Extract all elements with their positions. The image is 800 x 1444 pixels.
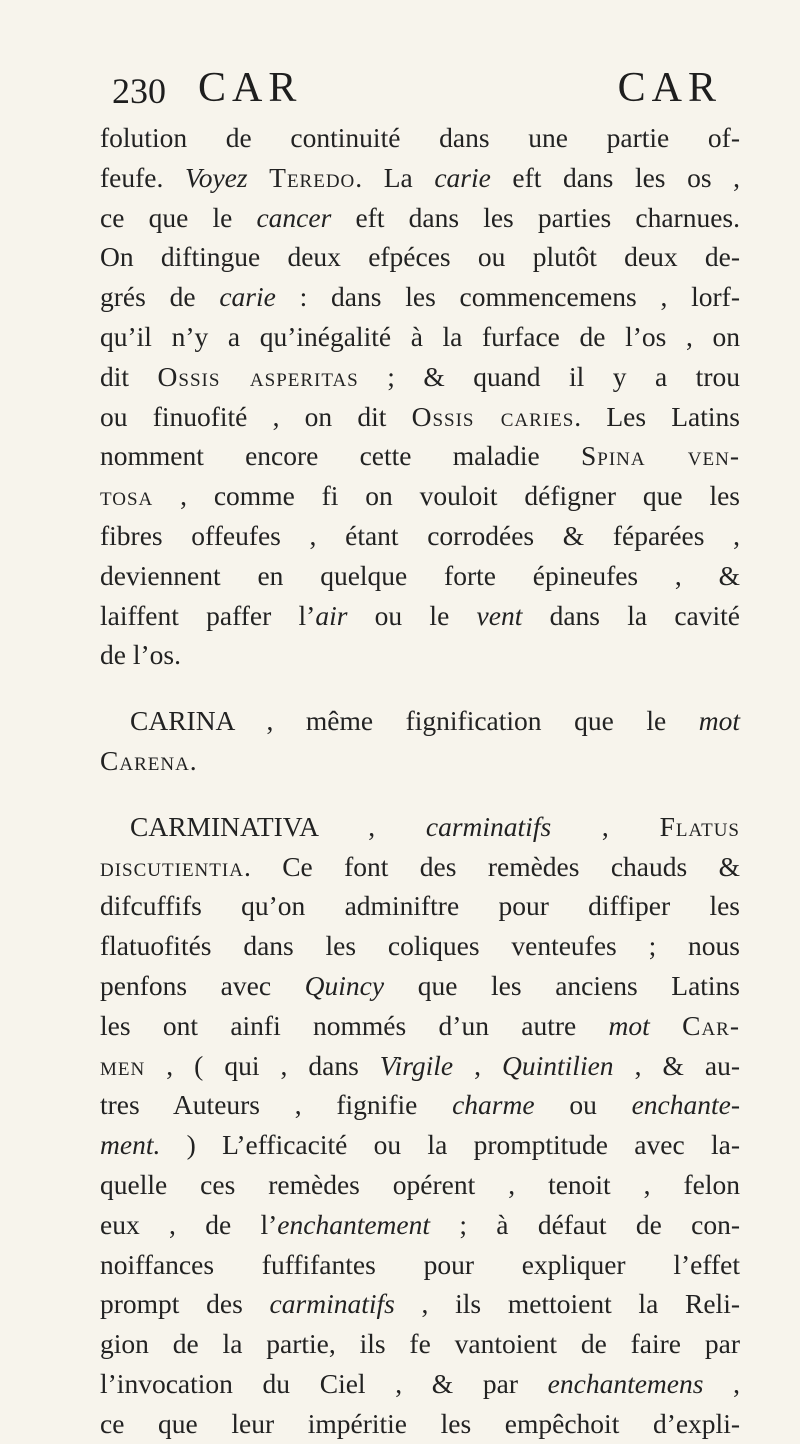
text-segment: eft dans les os , — [490, 161, 740, 193]
text-segment: deviennent en quelque forte épineufes , & — [100, 559, 740, 591]
text-segment: . Ce font des remèdes chauds & — [243, 850, 740, 882]
text-line — [130, 701, 740, 741]
text-segment: tres Auteurs , fignifie — [100, 1089, 453, 1121]
text-segment: , ils mettoient la Reli- — [394, 1288, 740, 1320]
text-line — [100, 1324, 740, 1364]
text-segment: nomment encore cette maladie — [100, 440, 581, 472]
text-segment: fibres offeufes , étant corrodées & féparées , — [100, 519, 740, 551]
text-segment: grés de — [100, 281, 220, 313]
text-segment: . Les Latins — [574, 400, 740, 432]
text-line — [100, 926, 740, 966]
running-header — [112, 62, 722, 114]
text-line — [100, 1284, 740, 1324]
text-line — [100, 847, 740, 887]
text-segment: . — [189, 744, 197, 776]
text-segment: ; à défaut de con- — [430, 1208, 740, 1240]
text-segment: eft dans les parties charnues. — [331, 201, 740, 233]
small-caps-text: Flatus — [659, 810, 740, 842]
italic-text: carie — [219, 281, 276, 313]
text-segment: ; & quand il y a trou — [358, 360, 740, 392]
text-segment: On diftingue deux efpéces ou plutôt deux de- — [100, 241, 740, 273]
italic-text: enchantemens — [547, 1367, 704, 1399]
text-segment: dit — [100, 360, 158, 392]
text-segment: CARINA , même fignification que le — [130, 705, 699, 737]
text-line — [100, 237, 740, 277]
italic-text: mot — [698, 705, 740, 737]
text-line — [100, 277, 740, 317]
text-segment: . La — [355, 161, 435, 193]
text-line — [100, 1046, 740, 1086]
text-line — [100, 556, 740, 596]
text-segment: eux , de l’ — [100, 1208, 278, 1240]
text-line — [100, 1364, 740, 1404]
italic-text: Quincy — [304, 969, 385, 1001]
small-caps-text: men — [100, 1049, 146, 1081]
italic-text: ment. — [100, 1129, 161, 1161]
text-segment: , comme fi on vouloit défigner que les — [153, 480, 740, 512]
header-right-word: CAR — [617, 65, 722, 111]
text-segment: de l’os. — [100, 639, 181, 671]
italic-text: enchantement — [277, 1208, 431, 1240]
text-segment: , — [453, 1049, 503, 1081]
text-line — [100, 1404, 740, 1444]
small-caps-text: Carena — [100, 744, 190, 776]
text-segment: , — [703, 1367, 741, 1399]
text-line — [100, 1165, 740, 1205]
text-line — [100, 1245, 740, 1285]
text-segment: prompt des — [100, 1288, 270, 1320]
text-segment — [248, 162, 270, 193]
text-segment: penfons avec — [100, 969, 305, 1001]
text-line — [100, 886, 740, 926]
text-segment: ) L’efficacité ou la promptitude avec la- — [160, 1129, 740, 1161]
text-line — [100, 436, 740, 476]
small-caps-text: Ossis caries — [411, 400, 575, 432]
small-caps-text: Ossis asperitas — [157, 360, 359, 392]
text-segment: , — [551, 810, 660, 842]
italic-text: Voyez — [184, 161, 248, 193]
text-line — [100, 1205, 740, 1245]
text-segment: ou — [534, 1089, 632, 1121]
text-segment: l’invocation du Ciel , & par — [100, 1367, 548, 1399]
text-line — [100, 596, 740, 636]
body-text — [100, 118, 740, 1444]
text-line — [100, 741, 740, 781]
italic-text: enchante- — [631, 1089, 741, 1121]
text-segment: difcuffifs qu’on adminiftre pour diffiper les — [100, 890, 740, 922]
italic-text: carminatifs — [425, 810, 552, 842]
text-segment: ce que leur impéritie les empêchoit d’expli- — [100, 1407, 740, 1439]
italic-text: Virgile — [379, 1049, 454, 1081]
text-segment: : dans les commencemens , lorf- — [275, 281, 740, 313]
small-caps-text: tosa — [100, 480, 154, 512]
text-segment: CARMINATIVA , — [130, 810, 426, 842]
text-segment: ce que le — [100, 201, 257, 233]
header-left-word: CAR — [198, 65, 303, 111]
italic-text: mot — [608, 1009, 650, 1041]
text-segment: qu’il n’y a qu’inégalité à la furface de l’os , on — [100, 320, 740, 352]
text-segment: les ont ainfi nommés d’un autre — [100, 1009, 609, 1041]
paragraph-gap — [100, 675, 740, 701]
text-line — [130, 807, 740, 847]
page-number: 230 — [112, 71, 166, 111]
small-caps-text: Car- — [682, 1009, 741, 1041]
text-line — [100, 397, 740, 437]
text-segment: laiffent paffer l’ — [100, 599, 316, 631]
italic-text: air — [315, 599, 348, 631]
text-segment — [650, 1010, 682, 1041]
text-line — [100, 118, 740, 158]
text-line — [100, 158, 740, 198]
text-segment: quelle ces remèdes opérent , tenoit , felon — [100, 1168, 740, 1200]
italic-text: carie — [434, 161, 491, 193]
text-line — [100, 357, 740, 397]
text-line — [100, 1085, 740, 1125]
text-segment: , ( qui , dans — [145, 1049, 380, 1081]
text-segment: folution de continuité dans une partie of- — [100, 122, 740, 153]
text-line — [100, 1006, 740, 1046]
text-segment: ou finuofité , on dit — [100, 400, 412, 432]
small-caps-text: Spina ven- — [580, 440, 741, 472]
text-segment: noiffances fuffifantes pour expliquer l’effet — [100, 1248, 740, 1280]
italic-text: carminatifs — [269, 1288, 395, 1320]
italic-text: cancer — [256, 201, 332, 233]
text-segment: gion de la partie, ils fe vantoient de faire par — [100, 1328, 740, 1360]
text-segment: dans la cavité — [522, 599, 740, 631]
text-line — [100, 1125, 740, 1165]
text-line — [100, 317, 740, 357]
italic-text: vent — [476, 599, 523, 631]
italic-text: charme — [452, 1089, 535, 1121]
text-line — [100, 198, 740, 238]
text-segment: que les anciens Latins — [384, 969, 741, 1001]
text-line — [100, 635, 740, 675]
text-line — [100, 476, 740, 516]
paragraph-gap — [100, 781, 740, 807]
text-line — [100, 516, 740, 556]
small-caps-text: discutientia — [100, 850, 244, 882]
text-segment: , & au- — [613, 1049, 740, 1081]
text-segment: ou le — [347, 599, 477, 631]
text-line — [100, 966, 740, 1006]
text-segment: feufe. — [100, 161, 185, 193]
text-segment: flatuofités dans les coliques venteufes ; nous — [100, 930, 740, 962]
italic-text: Quintilien — [502, 1049, 614, 1081]
small-caps-text: Teredo — [269, 161, 356, 193]
